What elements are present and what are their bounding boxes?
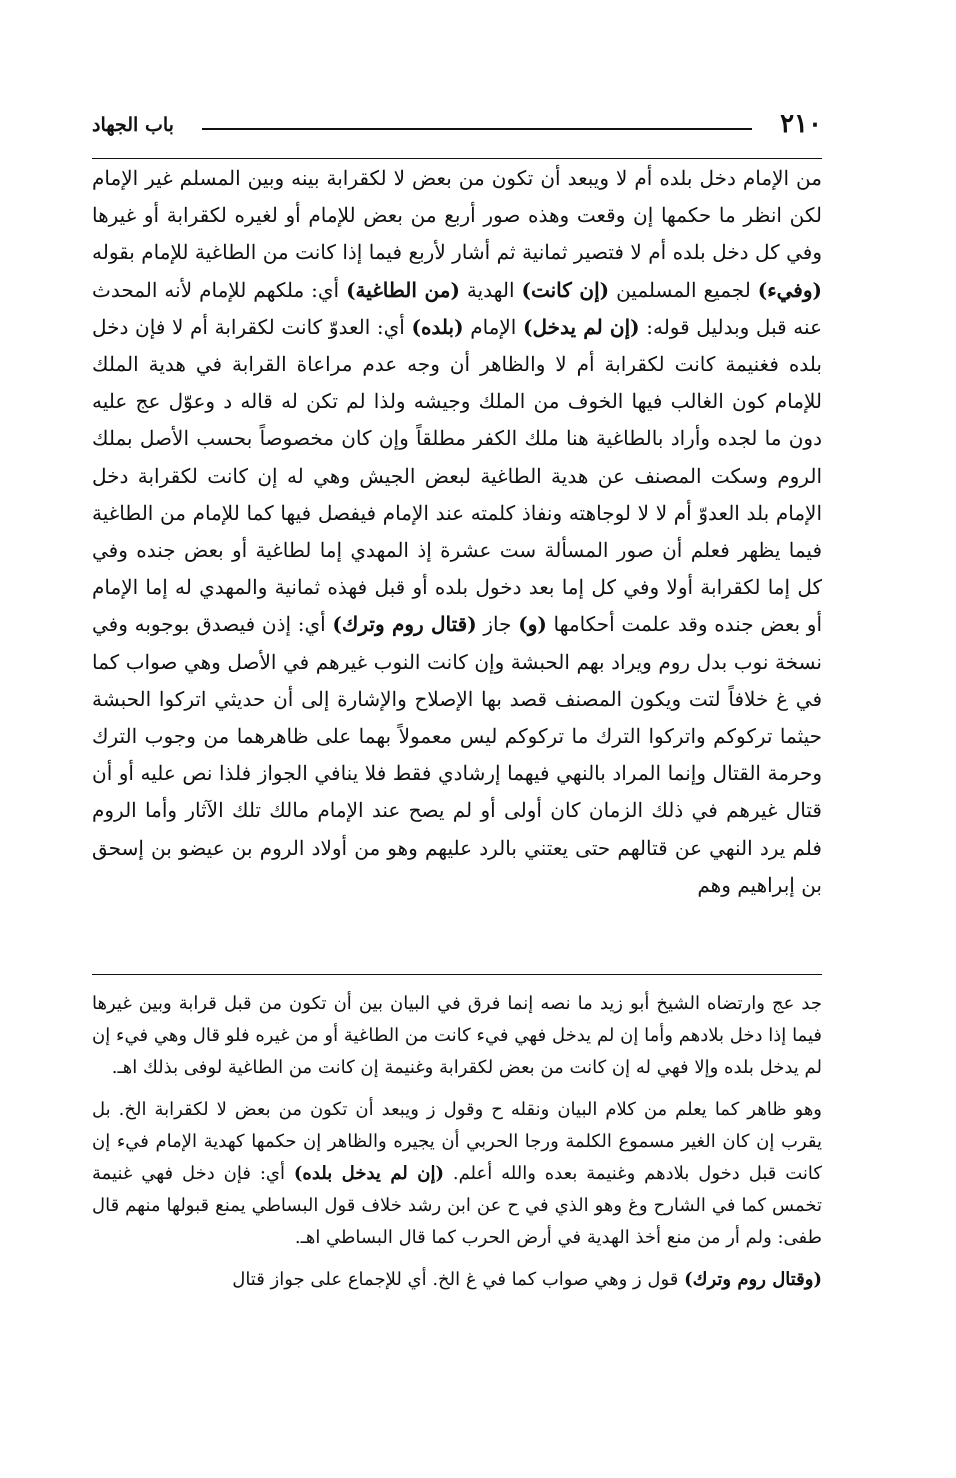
header-rule [202,128,752,130]
bold-term: (إن كانت) [521,277,610,302]
footnotes [92,988,822,1306]
footnote-paragraph [92,1264,822,1296]
page-number: ٢١٠ [780,109,822,139]
main-text [92,160,822,904]
bold-term: (قتال روم وترك) [332,612,477,637]
header-divider [92,158,822,159]
text-run: أي: فإن دخل فهي غنيمة تخمس كما في الشارح وغ وهو الذي في ح عن ابن رشد خلاف قول البساطي يمنع قبولها منهم قال طفى: ولم أر من منع أخذ الهدية في أرض الحرب كما قال البساطي اهـ. [92,1163,822,1248]
text-run: الإمام [463,314,523,339]
text-run: لجميع المسلمين [609,277,758,302]
text-run: أي: ملكهم للإمام لأنه المحدث عنه قبل وبدليل قوله: [92,277,822,339]
footnote-paragraph [92,988,822,1084]
text-run: جد عج وارتضاه الشيخ أبو زيد ما نصه إنما فرق في البيان بين أن تكون من قبل قرابة وبين غيرها فيما إذا دخل بلادهم وأما إن لم يدخل فهي فيء كانت من الطاغية أو من غيره فلو قال وهي فيء إن لم يدخل بلده وإلا فهي له إن كانت من بعض لكقرابة وغنيمة إن كانت من الطاغية لوفى بذلك اهـ. [92,993,822,1078]
text-run: قول ز وهي صواب كما في غ الخ. أي للإجماع على جواز قتال [232,1269,685,1290]
bold-term: (و) [518,612,547,637]
footnote-divider [92,974,822,975]
text-run: من الإمام دخل بلده أم لا ويبعد أن تكون من بعض لا لكقرابة بينه وبين المسلم غير الإمام لكن انظر ما حكمها إن وقعت وهذه صور أربع من بعض للإمام أو لغيره لكقرابة أو غيرها وفي كل دخل بلده أم لا فتصير ثمانية ثم أشار لأربع فيما إذا كانت من الطاغية للإمام بقوله [92,166,822,265]
text-run: وهو ظاهر كما يعلم من كلام البيان ونقله ح وقول ز ويبعد أن تكون من بعض لا لكقرابة الخ. بل يقرب إن كان الغير مسموع الكلمة ورجا الحربي أن يجيره والظاهر إن حكمها كهدية الإمام فيء إن كانت قبل دخول بلادهم وغنيمة بعده والله أعلم. [92,1099,822,1184]
text-run: أي: إذن فيصدق بوجوبه وفي نسخة نوب بدل روم ويراد بهم الحبشة وإن كانت النوب غيرهم في الأصل وهي صواب كما في غ خلافاً لتت ويكون المصنف قصد بها الإصلاح والإشارة إلى أن حديثي اتركوا الحبشة حيثما تركوكم واتركوا الترك ما تركوكم ليس معمولاً بهما على ظاهرهما من وجوب الترك وحرمة القتال وإنما المراد بالنهي فيهما إرشادي فقط فلا ينافي الجواز فلذا نص عليه أو أن قتال غيرهم في ذلك الزمان كان أولى أو لم يصح عند الإمام مالك تلك الآثار وأما الروم فلم يرد النهي عن قتالهم حتى يعتني بالرد عليهم وهو من أولاد الروم بن عيضو بن إسحق بن إبراهيم وهم [92,612,823,897]
bold-term: (وفيء) [757,277,822,302]
bold-term: (وقتال روم وترك) [684,1269,822,1290]
page-header [92,106,822,146]
document-page [92,96,822,1436]
chapter-title: باب الجهاد [92,114,174,136]
main-paragraph [92,160,822,904]
bold-term: (إن لم يدخل بلده) [293,1163,444,1184]
bold-term: (بلده) [411,314,464,339]
bold-term: (إن لم يدخل) [522,314,640,339]
text-run: الهدية [459,277,522,302]
text-run: أي: العدوّ كانت لكقرابة أم لا فإن دخل بلده فغنيمة كانت لكقرابة أم لا والظاهر أن وجه عدم مراعاة القرابة في هدية الملك للإمام كون الغالب فيها الخوف من الملك وجيشه ولذا لم تكن له قاله د وعوّل عج عليه دون ما لجده وأراد بالطاغية هنا ملك الكفر مطلقاً وإن كان مخصوصاً بحسب الأصل بملك الروم وسكت المصنف عن هدية الطاغية لبعض الجيش وهي له إن كانت لكقرابة دخل الإمام بلد العدوّ أم لا لا لوجاهته ونفاذ كلمته عند الإمام فيفصل فيها كما للإمام من الطاغية فيما يظهر فعلم أن صور المسألة ست عشرة إذ المهدي إما لطاغية أو بعض جنده وفي كل إما لكقرابة أولا وفي كل إما بعد دخول بلده أو قبل فهذه ثمانية والمهدي له إما الإمام أو بعض جنده وقد علمت أحكامها [92,314,822,637]
bold-term: (من الطاغية) [346,277,460,302]
footnote-paragraph [92,1094,822,1254]
text-run: جاز [476,612,519,637]
